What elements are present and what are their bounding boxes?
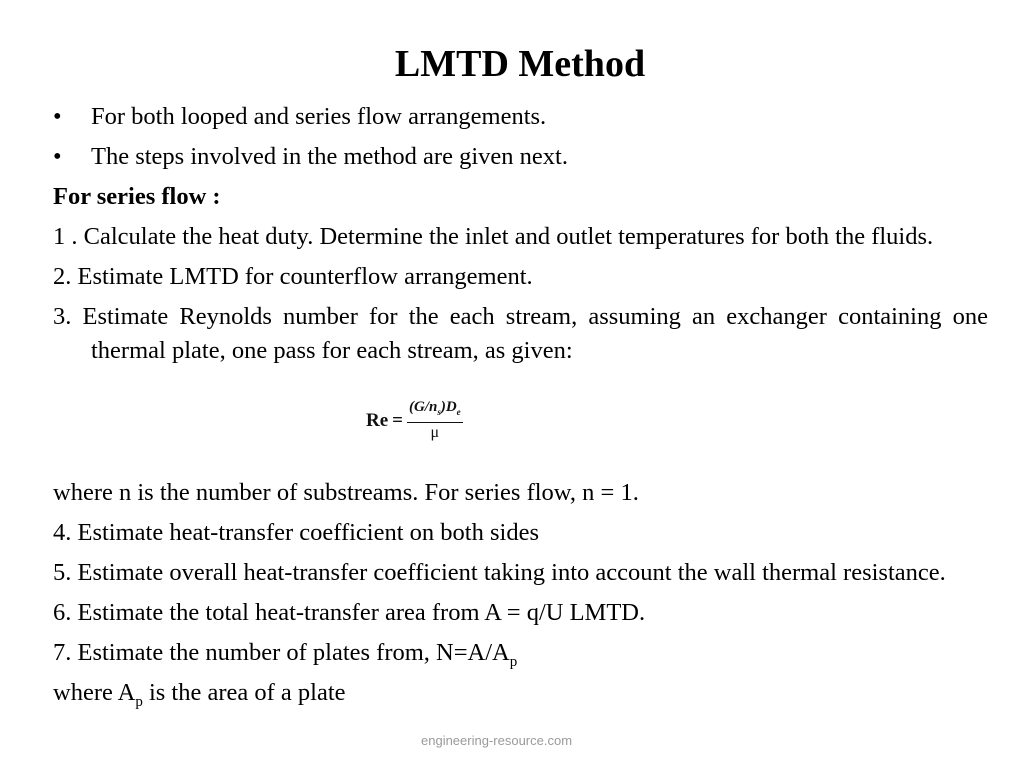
bullet-text: The steps involved in the method are given next. [91, 143, 568, 170]
where-ap-note [53, 676, 988, 710]
slide-content [53, 100, 988, 716]
numerator-part: )D [440, 399, 457, 415]
formula-lhs: Re [366, 409, 389, 431]
where-ap-suffix: is the area of a plate [142, 679, 346, 706]
formula-numerator [407, 398, 463, 423]
where-n-note: where n is the number of substreams. For series flow, n = 1. [53, 479, 639, 506]
step-1: 1 . Calculate the heat duty. Determine the inlet and outlet temperatures for both the fluids. [53, 223, 934, 250]
bullet-text: For both looped and series flow arrangements. [91, 103, 547, 130]
bullet-icon: • [53, 143, 62, 170]
numerator-part: (G/n [408, 399, 438, 415]
formula-fraction [407, 398, 463, 443]
where-ap-prefix: where A [53, 679, 136, 706]
numerator-subscript: s [437, 407, 441, 417]
formula-denominator: μ [430, 424, 440, 441]
step-6: 6. Estimate the total heat-transfer area from A = q/U LMTD. [53, 599, 646, 626]
bullet-item [53, 140, 988, 174]
reynolds-formula [366, 398, 463, 443]
step-2: 2. Estimate LMTD for counterflow arrangement. [53, 263, 533, 290]
step-3: 3. Estimate Reynolds number for the each stream, assuming an exchanger containing one thermal plate, one pass for each stream, as given: [53, 303, 988, 364]
slide-title: LMTD Method [394, 43, 646, 85]
step-7 [53, 636, 988, 670]
numerator-subscript: e [456, 407, 461, 417]
formula-container [53, 374, 988, 476]
where-ap-subscript: p [135, 694, 143, 710]
step-5: 5. Estimate overall heat-transfer coefficient taking into account the wall thermal resistance. [53, 559, 946, 586]
step-7-text: 7. Estimate the number of plates from, N=A/A [53, 639, 510, 666]
section-heading: For series flow : [53, 183, 221, 210]
step-7-subscript: p [509, 654, 518, 670]
watermark: engineering-resource.com [421, 733, 573, 748]
formula-equals: = [392, 409, 403, 431]
step-4: 4. Estimate heat-transfer coefficient on both sides [53, 519, 539, 546]
bullet-item [53, 100, 988, 134]
bullet-icon: • [53, 103, 62, 130]
